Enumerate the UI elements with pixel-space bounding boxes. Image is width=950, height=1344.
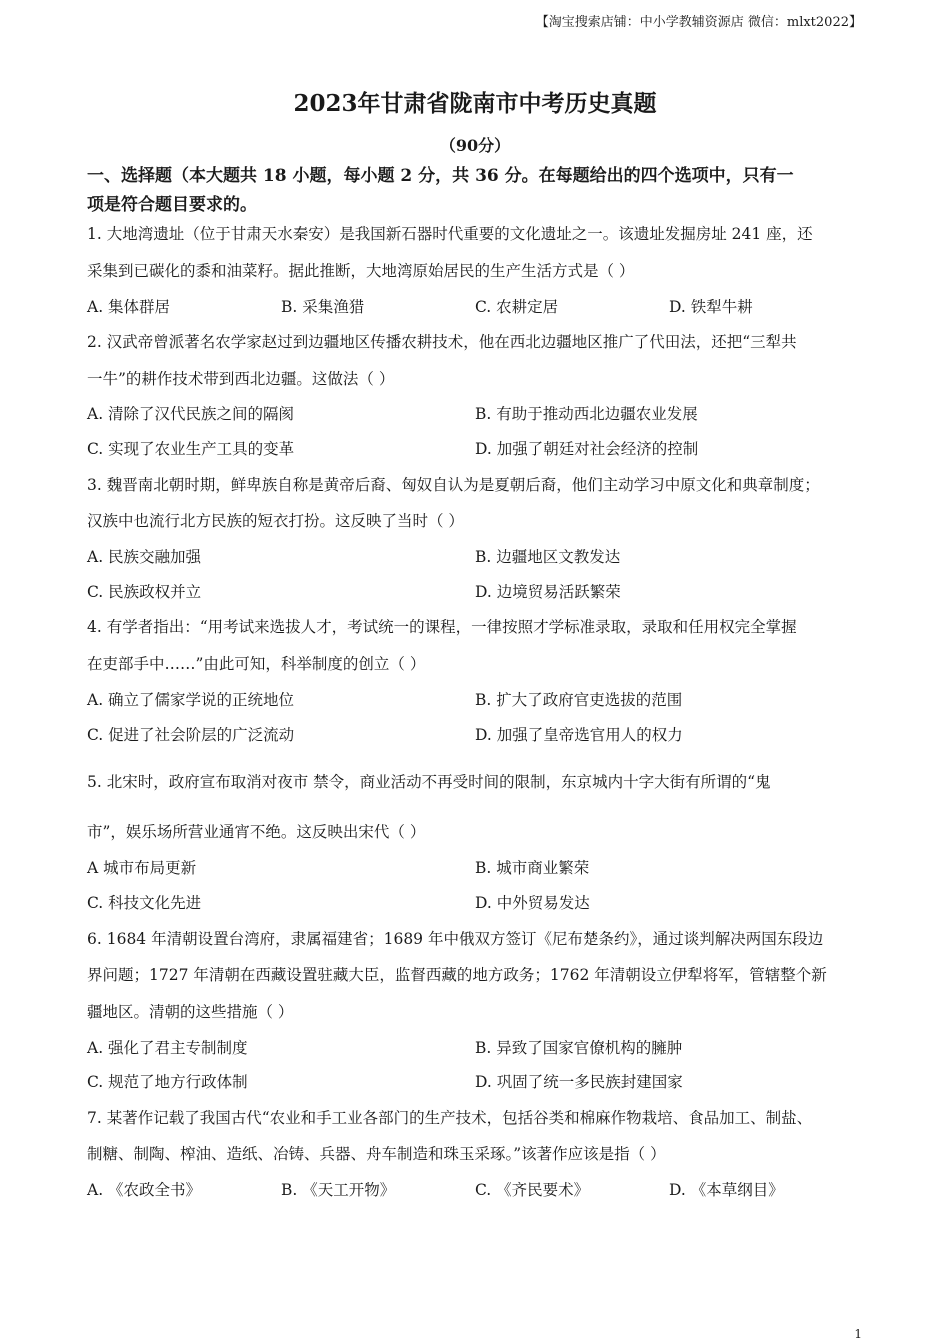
question-3-option-d: D. 边境贸易活跃繁荣 xyxy=(475,583,621,601)
question-5-option-c: C. 科技文化先进 xyxy=(87,894,202,912)
question-7-option-c: C. 《齐民要术》 xyxy=(475,1181,590,1199)
question-4-option-b: B. 扩大了政府官吏选拔的范围 xyxy=(475,691,683,709)
question-4-option-d: D. 加强了皇帝选官用人的权力 xyxy=(475,726,683,744)
total-score: （90分） xyxy=(439,136,511,155)
question-5-option-d: D. 中外贸易发达 xyxy=(475,894,590,912)
section-heading-line-2: 项是符合题目要求的。 xyxy=(87,195,257,215)
question-3-option-a: A. 民族交融加强 xyxy=(87,548,202,566)
question-3-line-1: 3. 魏晋南北朝时期，鲜卑族自称是黄帝后裔、匈奴自认为是夏朝后裔，他们主动学习中原文化和典章制度； xyxy=(87,476,820,494)
question-2-line-2: 一牛”的耕作技术带到西北边疆。这做法（ ） xyxy=(87,370,395,388)
question-1-option-d: D. 铁犁牛耕 xyxy=(669,298,753,316)
question-3-option-b: B. 边疆地区文教发达 xyxy=(475,548,621,566)
question-1-line-1: 1. 大地湾遗址（位于甘肃天水秦安）是我国新石器时代重要的文化遗址之一。该遗址发掘房址 241 座，还 xyxy=(87,225,813,243)
question-1-option-c: C. 农耕定居 xyxy=(475,298,559,316)
question-1-option-b: B. 采集渔猎 xyxy=(281,298,365,316)
question-5-line-1: 5. 北宋时，政府宣布取消对夜市 禁令，商业活动不再受时间的限制，东京城内十字大街有所谓的“鬼 xyxy=(87,773,771,791)
question-6-option-a: A. 强化了君主专制制度 xyxy=(87,1039,248,1057)
question-2-option-b: B. 有助于推动西北边疆农业发展 xyxy=(475,405,698,423)
header-note: 【淘宝搜索店铺：中小学教辅资源店 微信：mlxt2022】 xyxy=(535,15,862,30)
question-3-line-2: 汉族中也流行北方民族的短衣打扮。这反映了当时（ ） xyxy=(87,512,464,530)
question-2-option-a: A. 清除了汉代民族之间的隔阂 xyxy=(87,405,295,423)
question-7-line-2: 制糖、制陶、榨油、造纸、冶铸、兵器、舟车制造和珠玉采琢。”该著作应该是指（ ） xyxy=(87,1145,666,1163)
question-6-option-b: B. 异致了国家官僚机构的臃肿 xyxy=(475,1039,683,1057)
question-4-line-1: 4. 有学者指出：“用考试来选拔人才，考试统一的课程，一律按照才学标准录取，录取和任用权完全掌握 xyxy=(87,618,797,636)
question-6-line-2: 界问题；1727 年清朝在西藏设置驻藏大臣，监督西藏的地方政务；1762 年清朝设立伊犁将军，管辖整个新 xyxy=(87,966,827,984)
question-3-option-c: C. 民族政权并立 xyxy=(87,583,202,601)
question-1-line-2: 采集到已碳化的黍和油菜籽。据此推断，大地湾原始居民的生产生活方式是（ ） xyxy=(87,262,635,280)
question-6-option-d: D. 巩固了统一多民族封建国家 xyxy=(475,1073,683,1091)
question-2-line-1: 2. 汉武帝曾派著名农学家赵过到边疆地区传播农耕技术，他在西北边疆地区推广了代田法，还把“三犁共 xyxy=(87,333,797,351)
page-number: 1 xyxy=(854,1327,862,1341)
question-6-option-c: C. 规范了地方行政体制 xyxy=(87,1073,248,1091)
section-heading xyxy=(87,162,867,220)
question-4-line-2: 在吏部手中……”由此可知，科举制度的创立（ ） xyxy=(87,655,426,673)
question-7-line-1: 7. 某著作记载了我国古代“农业和手工业各部门的生产技术，包括谷类和棉麻作物栽培、食品加工、制盐、 xyxy=(87,1109,813,1127)
page-title: 2023年甘肃省陇南市中考历史真题 xyxy=(293,90,657,117)
question-5-option-a: A 城市布局更新 xyxy=(87,859,197,877)
question-4-option-a: A. 确立了儒家学说的正统地位 xyxy=(87,691,295,709)
question-7-option-b: B. 《天工开物》 xyxy=(281,1181,396,1199)
question-2-option-c: C. 实现了农业生产工具的变革 xyxy=(87,440,295,458)
section-heading-line-1: 一、选择题（本大题共 18 小题，每小题 2 分，共 36 分。在每题给出的四个选项中，只有一 xyxy=(87,166,794,186)
question-4-option-c: C. 促进了社会阶层的广泛流动 xyxy=(87,726,295,744)
question-7-option-a: A. 《农政全书》 xyxy=(87,1181,202,1199)
question-1-option-a: A. 集体群居 xyxy=(87,298,171,316)
question-6-line-3: 疆地区。清朝的这些措施（ ） xyxy=(87,1003,294,1021)
question-6-line-1: 6. 1684 年清朝设置台湾府，隶属福建省；1689 年中俄双方签订《尼布楚条约》，通过谈判解决两国东段边 xyxy=(87,930,824,948)
question-5-line-2: 市”，娱乐场所营业通宵不绝。这反映出宋代（ ） xyxy=(87,823,426,841)
question-7-option-d: D. 《本草纲目》 xyxy=(669,1181,784,1199)
question-5-option-b: B. 城市商业繁荣 xyxy=(475,859,590,877)
question-2-option-d: D. 加强了朝廷对社会经济的控制 xyxy=(475,440,699,458)
